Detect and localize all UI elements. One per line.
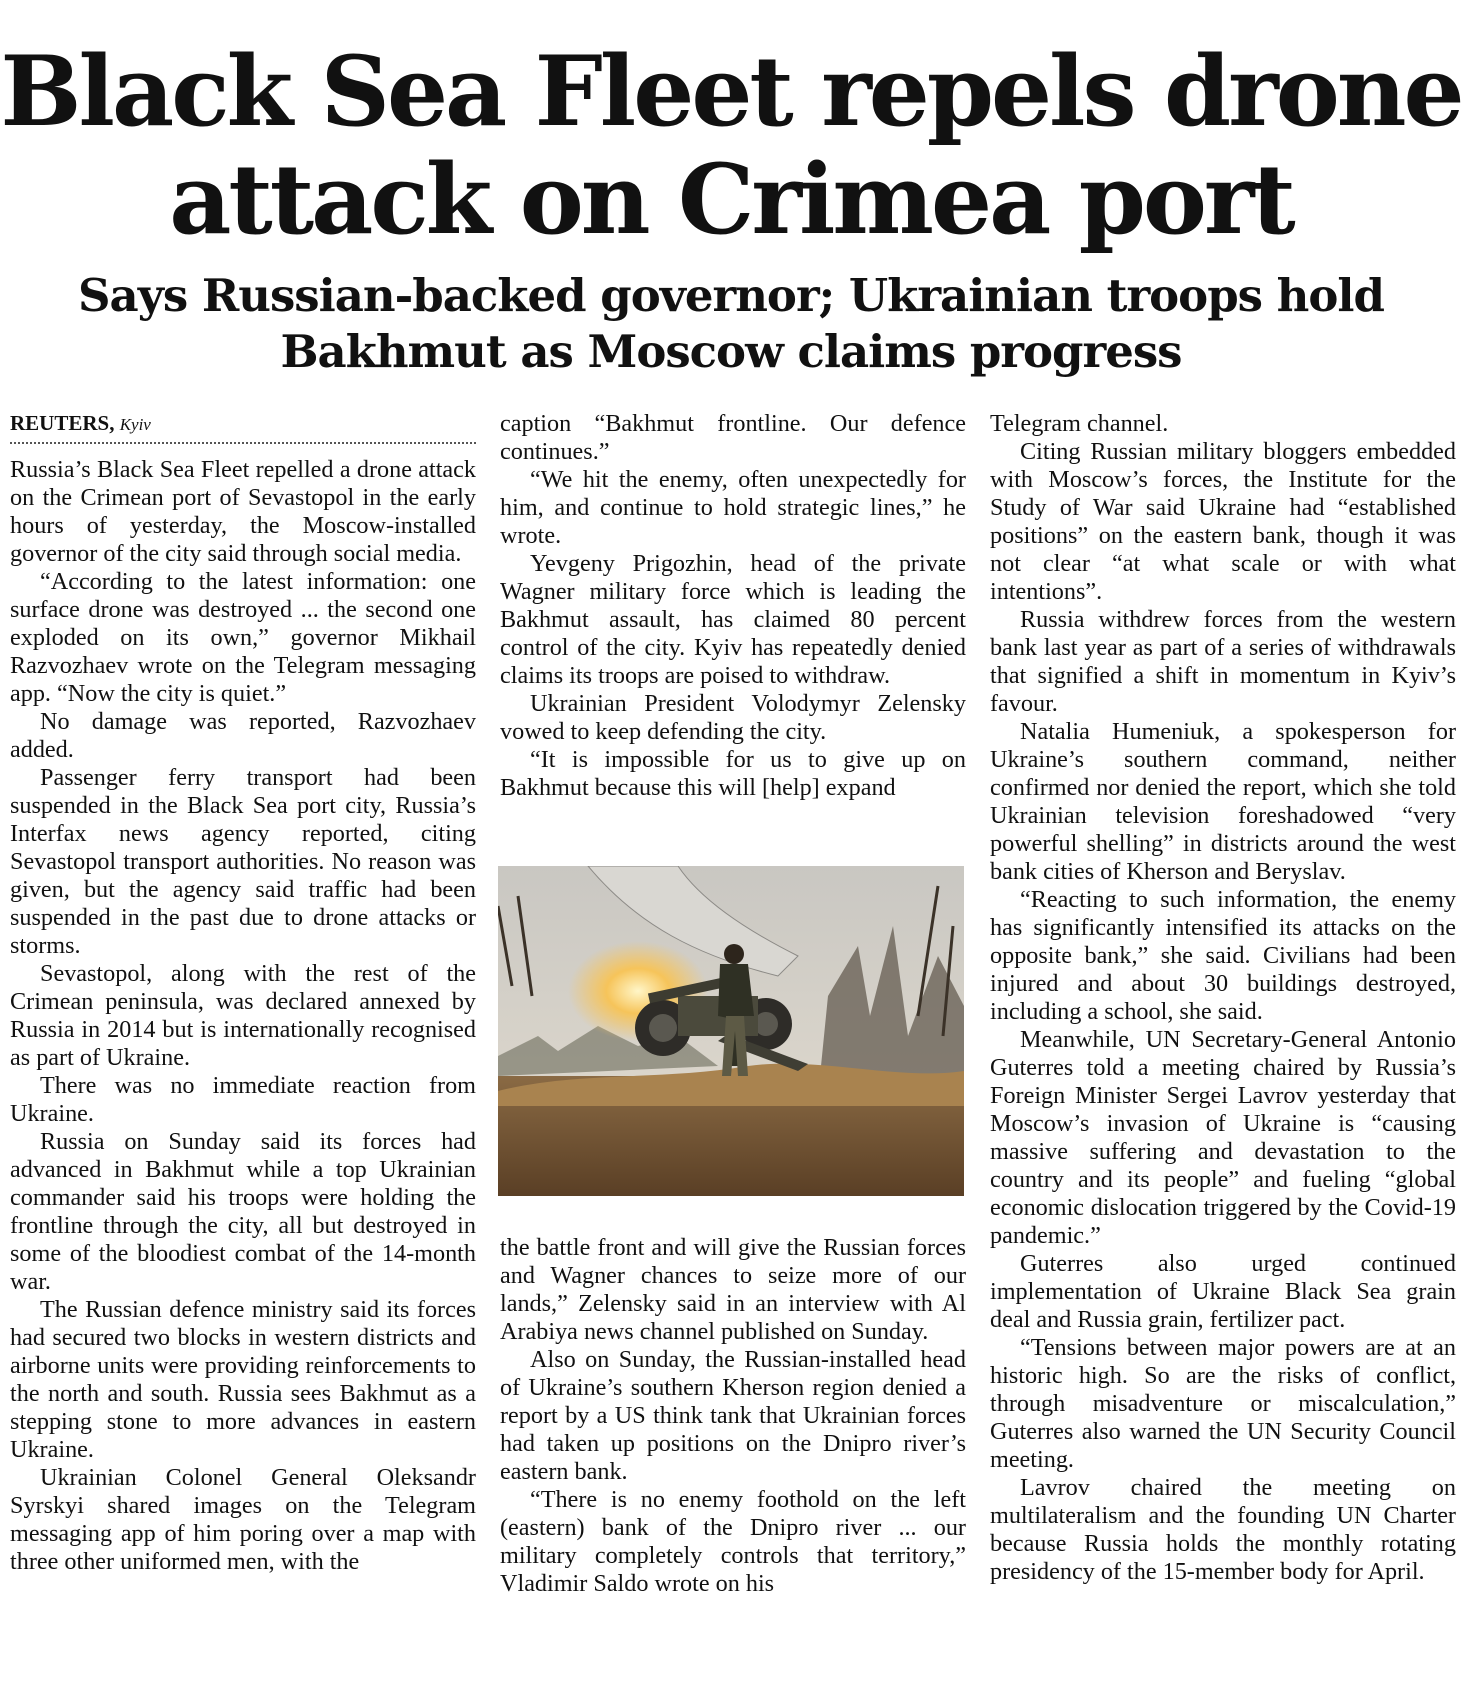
byline-agency: REUTERS, [10,411,115,435]
article-column-2-bottom [500,1234,966,1598]
paragraph: “According to the latest information: one surface drone was destroyed ... the second one exploded on its own,” governor Mikhail Razvozhaev wrote on the Telegram messaging app. “Now the city is quiet.” [10,568,476,707]
paragraph: the battle front and will give the Russian forces and Wagner chances to seize more of our lands,” Zelensky said in an interview with Al Arabiya news channel published on Sunday. [500,1234,966,1345]
paragraph: Russia on Sunday said its forces had advanced in Bakhmut while a top Ukrainian commander said his troops were holding the frontline through the city, all but destroyed in some of the bloodiest combat of the 14-month war. [10,1128,476,1295]
byline-dateline: Kyiv [119,415,151,434]
paragraph: There was no immediate reaction from Ukraine. [10,1072,476,1127]
paragraph: Guterres also urged continued implementation of Ukraine Black Sea grain deal and Russia grain, fertilizer pact. [990,1250,1456,1333]
headline-line-1: Black Sea Fleet repels drone [0,35,1462,148]
subheadline [0,268,1462,380]
byline-divider [10,442,476,444]
paragraph: “Reacting to such information, the enemy has significantly intensified its attacks on the opposite bank,” she said. Civilians had been injured and about 30 buildings destroyed, including a school, she said. [990,886,1456,1025]
paragraph: Lavrov chaired the meeting on multilateralism and the founding UN Charter because Russia holds the monthly rotating presidency of the 15-member body for April. [990,1474,1456,1585]
byline [10,410,476,438]
paragraph: “Tensions between major powers are at an historic high. So are the risks of conflict, through misadventure or miscalculation,” Guterres also warned the UN Security Council meeting. [990,1334,1456,1473]
headline-line-2: attack on Crimea port [169,143,1293,256]
paragraph: Also on Sunday, the Russian-installed head of Ukraine’s southern Kherson region denied a report by a US think tank that Ukrainian forces had taken up positions on the Dnipro river’s eastern bank. [500,1346,966,1485]
article-column-2-top [500,410,966,802]
paragraph: Passenger ferry transport had been suspended in the Black Sea port city, Russia’s Interfax news agency reported, citing Sevastopol transport authorities. No reason was given, but the agency said traffic had been suspended in the past due to drone attacks or storms. [10,764,476,959]
paragraph: No damage was reported, Razvozhaev added. [10,708,476,763]
article-column-3 [990,410,1456,1586]
paragraph: caption “Bakhmut frontline. Our defence continues.” [500,410,966,465]
paragraph: “We hit the enemy, often unexpectedly for him, and continue to hold strategic lines,” he wrote. [500,466,966,549]
paragraph: Telegram channel. [990,410,1169,437]
news-photo-artillery [498,866,964,1196]
subheadline-line-2: Bakhmut as Moscow claims progress [280,325,1182,378]
article-column-1 [10,410,476,1576]
paragraph: Yevgeny Prigozhin, head of the private Wagner military force which is leading the Bakhmut assault, has claimed 80 percent control of the city. Kyiv has repeatedly denied claims its troops are poised to withdraw. [500,550,966,689]
paragraph: Meanwhile, UN Secretary-General Antonio Guterres told a meeting chaired by Russia’s Foreign Minister Sergei Lavrov yesterday that Moscow’s invasion of Ukraine is “causing massive suffering and devastation to the country and its people” and fueling “global economic dislocation triggered by the Covid-19 pandemic.” [990,1026,1456,1249]
paragraph: Russia withdrew forces from the western bank last year as part of a series of withdrawals that signified a shift in momentum in Kyiv’s favour. [990,606,1456,717]
paragraph: “It is impossible for us to give up on Bakhmut because this will [help] expand [500,746,966,801]
paragraph: Russia’s Black Sea Fleet repelled a drone attack on the Crimean port of Sevastopol in the early hours of yesterday, the Moscow-installed governor of the city said through social media. [10,456,476,567]
paragraph: “There is no enemy foothold on the left (eastern) bank of the Dnipro river ... our military completely controls that territory,” Vladimir Saldo wrote on his [500,1486,966,1597]
paragraph: The Russian defence ministry said its forces had secured two blocks in western districts and airborne units were providing reinforcements to the north and south. Russia sees Bakhmut as a stepping stone to more advances in eastern Ukraine. [10,1296,476,1463]
paragraph: Ukrainian President Volodymyr Zelensky vowed to keep defending the city. [500,690,966,745]
paragraph: Natalia Humeniuk, a spokesperson for Ukraine’s southern command, neither confirmed nor denied the report, which she told Ukrainian television foreshadowed “very powerful shelling” in districts around the west bank cities of Kherson and Beryslav. [990,718,1456,885]
paragraph: Sevastopol, along with the rest of the Crimean peninsula, was declared annexed by Russia in 2014 but is internationally recognised as part of Ukraine. [10,960,476,1071]
headline [0,35,1462,256]
subheadline-line-1: Says Russian-backed governor; Ukrainian troops hold [78,269,1384,322]
paragraph: Ukrainian Colonel General Oleksandr Syrskyi shared images on the Telegram messaging app of him poring over a map with three other uniformed men, with the [10,1464,476,1575]
paragraph: Citing Russian military bloggers embedded with Moscow’s forces, the Institute for the Study of War said Ukraine had “established positions” on the eastern bank, though it was not clear “at what scale or with what intentions”. [990,438,1456,605]
